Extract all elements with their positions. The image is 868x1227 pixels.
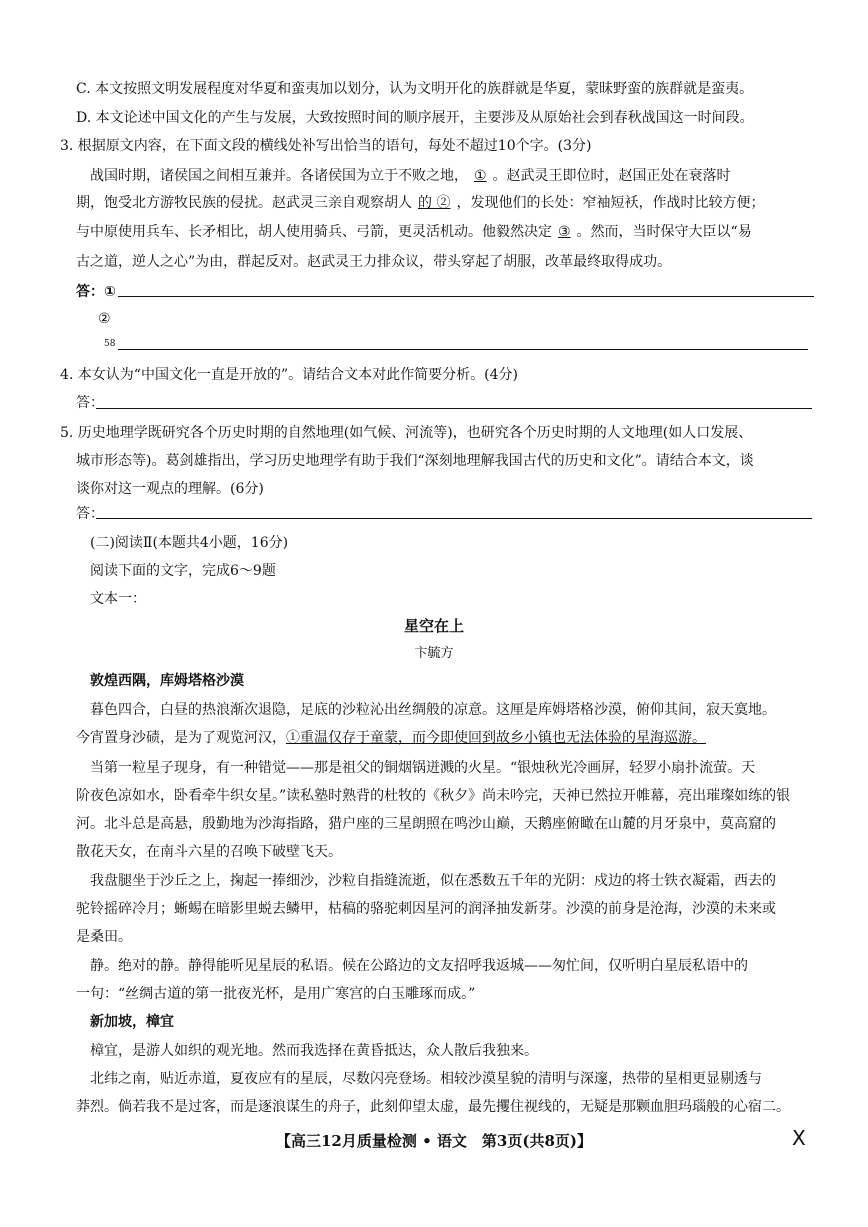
para-2-line-2: 阶夜色凉如水，卧看牵牛织女星。”读私塾时熟背的杜牧的《秋夕》尚未吟完，天神已然拉开帷幕，亮出璀璨如练的银	[76, 788, 791, 804]
page-mark-58: 58	[104, 339, 116, 349]
q5-stem-line-2: 城市形态等)。葛剑雄指出，学习历史地理学有助于我们“深刻地理解我国古代的历史和文化”。请结合本文，谈	[76, 453, 754, 469]
para-1-line-1: 暮色四合，白昼的热浪渐次退隐，足底的沙粒沁出丝绸般的凉意。这厘是库姆塔格沙漠，俯仰其间，寂天寞地。	[90, 702, 776, 718]
heading-dunhuang: 敦煌西隅，库姆塔格沙漠	[90, 673, 244, 689]
para-6-line-2: 莽烈。倘若我不是过客，而是逐浪谋生的舟子，此刻仰望太虚，最先攫住视线的，无疑是那颗血胆玛瑙般的心宿二。	[76, 1099, 790, 1115]
blank-3: ③	[558, 224, 571, 240]
q3-passage-line-3: 与中原使用兵车、长矛相比，胡人使用骑兵、弓箭，更灵活机动。他毅然决定 ③ 。然而，当时保守大臣以“易	[76, 224, 752, 240]
article-author: 卞毓方	[414, 646, 454, 661]
blank-1: ①	[474, 168, 487, 184]
q3-passage-line-4: 古之道，逆人之心”为由，群起反对。赵武灵王力排众议，带头穿起了胡服，改革最终取得成功。	[76, 254, 672, 270]
para-5: 樟宜，是游人如织的观光地。然而我选择在黄昏抵达，众人散后我独来。	[90, 1043, 538, 1059]
reading-instruction: 阅读下面的文字，完成6～9题	[90, 563, 276, 579]
option-d: D. 本文论述中国文化的产生与发展，大致按照时间的顺序展开，主要涉及从原始社会到春秋战国这一时间段。	[76, 110, 754, 126]
para-6-line-1: 北纬之南，贴近赤道，夏夜应有的星辰，尽数闪亮登场。相较沙漠星貌的清明与深邃，热带的星相更显剔透与	[90, 1071, 762, 1087]
article-title: 星空在上	[403, 617, 464, 635]
page-footer: 【高三12月质量检测 • 语文 第3页(共8页)】	[276, 1132, 592, 1150]
q5-answer-line[interactable]	[96, 518, 812, 519]
text-one-label: 文本一：	[90, 591, 146, 607]
para-3-line-2: 驼铃摇碎冷月；蜥蜴在暗影里蜕去鳞甲，枯稿的骆驼刺因星河的润泽抽发新芽。沙漠的前身是沧海，沙漠的未来或	[76, 901, 776, 917]
q5-stem-line-3: 谈你对这一观点的理解。(6分)	[76, 481, 264, 497]
q3-passage-line-2: 期，饱受北方游牧民族的侵扰。赵武灵三亲自观察胡人 的 ② ，发现他们的长处：窄袖短袄，作战时比较方便；	[76, 195, 765, 211]
q5-stem-line-1: 5. 历史地理学既研究各个历史时期的自然地理(如气候、河流等)，也研究各个历史时期的人文地理(如人口发展、	[60, 425, 753, 441]
q4-answer-line[interactable]	[96, 408, 812, 409]
para-4-line-1: 静。绝对的静。静得能听见星辰的私语。候在公路边的文友招呼我返城——匆忙间，仅听明白星辰私语中的	[90, 958, 748, 974]
q4-answer-label: 答：	[76, 395, 104, 411]
para-2-line-1: 当第一粒星子现身，有一种错觉——那是祖父的铜烟锅迸溅的火星。“银烛秋光冷画屏，轻罗小扇扑流萤。天	[90, 760, 756, 776]
reading-section-title: (二)阅读Ⅱ(本题共4小题，16分)	[90, 535, 289, 551]
heading-singapore: 新加坡，樟宜	[90, 1014, 174, 1030]
q4-stem: 4. 本女认为“中国文化一直是开放的”。请结合文本对此作简要分析。(4分)	[60, 367, 518, 383]
para-4-line-2: 一句：“丝绸古道的第一批夜光杯，是用广寒宫的白玉雕琢而成。”	[76, 986, 476, 1002]
para-3-line-3: 是桑田。	[76, 929, 132, 945]
option-c: C. 本文按照文明发展程度对华夏和蛮夷加以划分，认为文明开化的族群就是华夏，蒙昧野蛮的族群就是蛮夷。	[76, 81, 754, 97]
para-2-line-4: 散花天女，在南斗六星的召唤下破壁飞天。	[76, 844, 342, 860]
q3-answer-line-2[interactable]	[118, 349, 808, 350]
para-3-line-1: 我盘腿坐于沙丘之上，掬起一捧细沙，沙粒自指缝流逝，似在悉数五千年的光阴：戍边的将士铁衣凝霜，西去的	[90, 873, 776, 889]
q3-answer-label-2: ②	[98, 311, 111, 327]
underlined-sentence-1: ①重温仅存于童蒙，而今即使回到故乡小镇也无法体验的星海巡游。	[286, 730, 706, 746]
q3-answer-label: 答：①	[76, 284, 116, 300]
q3-passage-line-1: 战国时期，诸侯国之间相互兼并。各诸侯国为立于不败之地， ① 。赵武灵王即位时，赵国正处在衰落时	[90, 168, 731, 184]
q3-answer-line-1[interactable]	[118, 296, 814, 297]
q5-answer-label: 答：	[76, 506, 104, 522]
para-2-line-3: 河。北斗总是高悬，殷勤地为沙海指路，猎户座的三星朗照在鸣沙山巅，天鹅座俯瞰在山麓的月牙泉中，莫高窟的	[76, 816, 776, 832]
footer-mark: X	[792, 1126, 806, 1150]
blank-2: 的 ②	[418, 195, 451, 211]
para-1-line-2: 今宵置身沙碛，是为了观览河汉，①重温仅存于童蒙，而今即使回到故乡小镇也无法体验的星海巡游。	[76, 730, 706, 746]
q3-stem: 3. 根据原文内容，在下面文段的横线处补写出恰当的语句，每处不超过10个字。(3分)	[60, 138, 592, 154]
